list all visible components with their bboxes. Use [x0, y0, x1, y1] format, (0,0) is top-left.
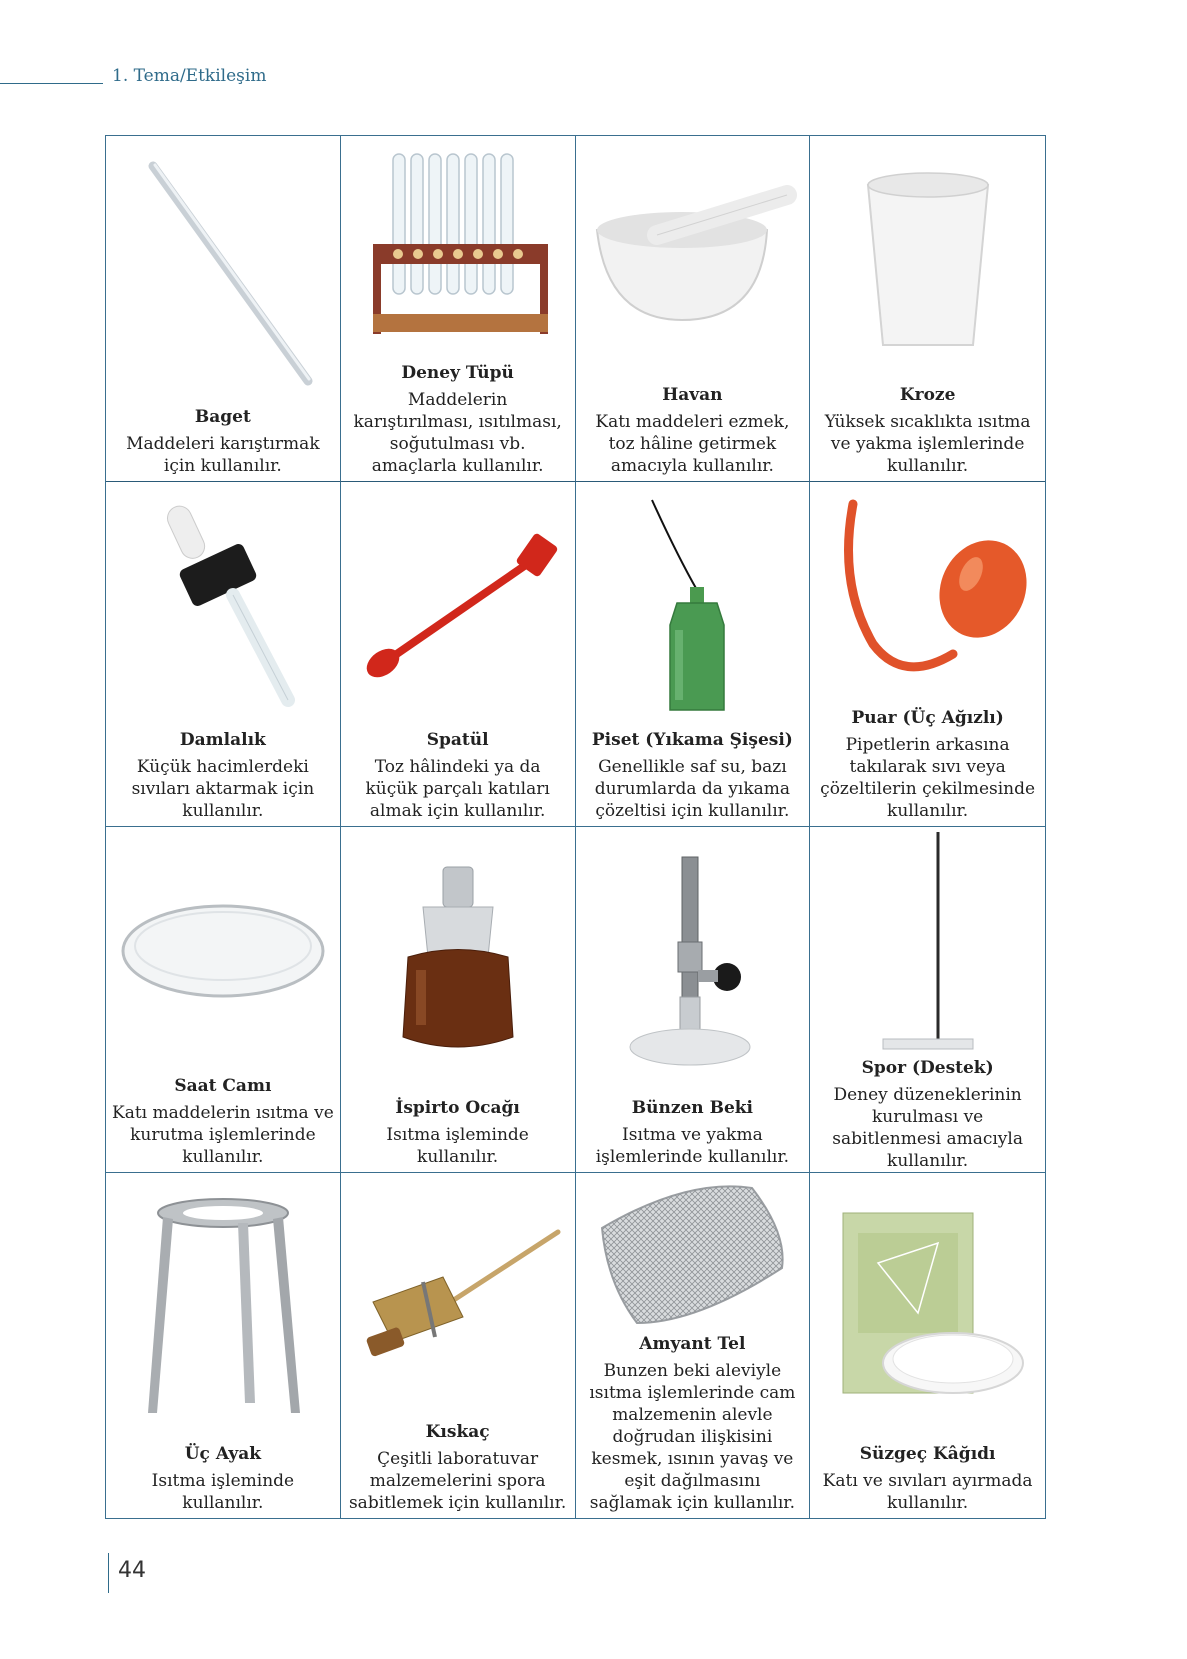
item-cell: [576, 827, 811, 1173]
equipment-table: [105, 135, 1046, 1519]
item-description: Toz hâlindeki ya da küçük parçalı katıları almak için kullanılır.: [365, 757, 550, 821]
item-description: Deney düzeneklerinin kurulması ve sabitlenmesi amacıyla kullanılır.: [832, 1085, 1023, 1171]
item-description: Isıtma işleminde kullanılır.: [151, 1471, 295, 1513]
item-name: Spatül: [426, 730, 489, 750]
crucible-icon: [853, 165, 1003, 355]
item-name: Bünzen Beki: [631, 1097, 753, 1118]
spatula-icon: [353, 525, 563, 685]
item-name: Kıskaç: [425, 1422, 490, 1442]
tripod-icon: [133, 1193, 313, 1423]
item-cell: [106, 482, 341, 828]
item-description: Genellikle saf su, bazı durumlarda da yıkama çözeltisi için kullanılır.: [594, 757, 791, 821]
item-description: Bunzen beki aleviyle ısıtma işlemlerinde cam malzemenin alevle doğrudan ilişkisini kesmek, ısının yavaş ve eşit dağılmasını sağlamak için kullanılır.: [589, 1361, 796, 1513]
item-cell: [810, 827, 1045, 1173]
glass-rod-icon: [123, 151, 323, 391]
item-description: Pipetlerin arkasına takılarak sıvı veya çözeltilerin çekilmesinde kullanılır.: [820, 735, 1036, 821]
clamp-icon: [353, 1222, 563, 1372]
item-description: Çeşitli laboratuvar malzemelerini spora sabitlemek için kullanılır.: [348, 1449, 567, 1513]
item-name: Amyant Tel: [639, 1334, 746, 1354]
item-description: Katı maddeleri ezmek, toz hâline getirmek amacıyla kullanılır.: [595, 411, 790, 476]
item-cell: [810, 136, 1045, 482]
item-cell: [341, 827, 576, 1173]
item-name: Deney Tüpü: [401, 362, 514, 383]
page-number-rule: [108, 1553, 109, 1593]
mortar-pestle-icon: [587, 180, 797, 340]
item-name: Spor (Destek): [861, 1058, 994, 1078]
item-name: Puar (Üç Ağızlı): [851, 708, 1004, 728]
test-tube-rack-icon: [353, 144, 563, 354]
item-cell: [341, 136, 576, 482]
filter-paper-icon: [828, 1203, 1028, 1413]
item-cell: [106, 827, 341, 1173]
wash-bottle-icon: [622, 495, 762, 715]
item-cell: [106, 1173, 341, 1519]
wire-gauze-icon: [587, 1173, 797, 1333]
item-cell: [576, 482, 811, 828]
item-cell: [341, 1173, 576, 1519]
item-description: Isıtma işleminde kullanılır.: [386, 1124, 529, 1167]
item-description: Katı ve sıvıları ayırmada kullanılır.: [822, 1471, 1033, 1513]
item-description: Yüksek sıcaklıkta ısıtma ve yakma işlemlerinde kullanılır.: [824, 411, 1031, 476]
watch-glass-icon: [118, 891, 328, 1011]
running-header: 1. Tema/Etkileşim: [112, 66, 267, 86]
item-name: Piset (Yıkama Şişesi): [591, 730, 793, 750]
item-name: Saat Camı: [174, 1075, 272, 1096]
pipette-bulb-icon: [823, 494, 1033, 694]
item-name: Üç Ayak: [184, 1444, 262, 1464]
item-description: Maddelerin karıştırılması, ısıtılması, soğutulması vb. amaçlarla kullanılır.: [353, 389, 562, 476]
item-description: Maddeleri karıştırmak için kullanılır.: [126, 433, 320, 476]
item-name: Damlalık: [179, 730, 266, 750]
retort-stand-icon: [868, 827, 988, 1057]
item-description: Küçük hacimlerdeki sıvıları aktarmak için kullanılır.: [131, 757, 315, 821]
item-cell: [341, 482, 576, 828]
item-description: Isıtma ve yakma işlemlerinde kullanılır.: [595, 1124, 790, 1167]
item-cell: [810, 1173, 1045, 1519]
item-cell: [576, 136, 811, 482]
item-name: Kroze: [899, 384, 956, 405]
item-name: İspirto Ocağı: [395, 1097, 520, 1118]
item-cell: [810, 482, 1045, 828]
item-name: Havan: [662, 384, 723, 405]
bunsen-burner-icon: [622, 852, 762, 1072]
item-cell: [576, 1173, 811, 1519]
item-name: Süzgeç Kâğıdı: [859, 1444, 996, 1464]
item-name: Baget: [194, 406, 251, 427]
dropper-icon: [138, 500, 308, 710]
item-cell: [106, 136, 341, 482]
item-description: Katı maddelerin ısıtma ve kurutma işlemlerinde kullanılır.: [112, 1102, 334, 1167]
page-number: 44: [118, 1558, 146, 1583]
spirit-lamp-icon: [388, 862, 528, 1062]
header-rule: [0, 83, 103, 84]
